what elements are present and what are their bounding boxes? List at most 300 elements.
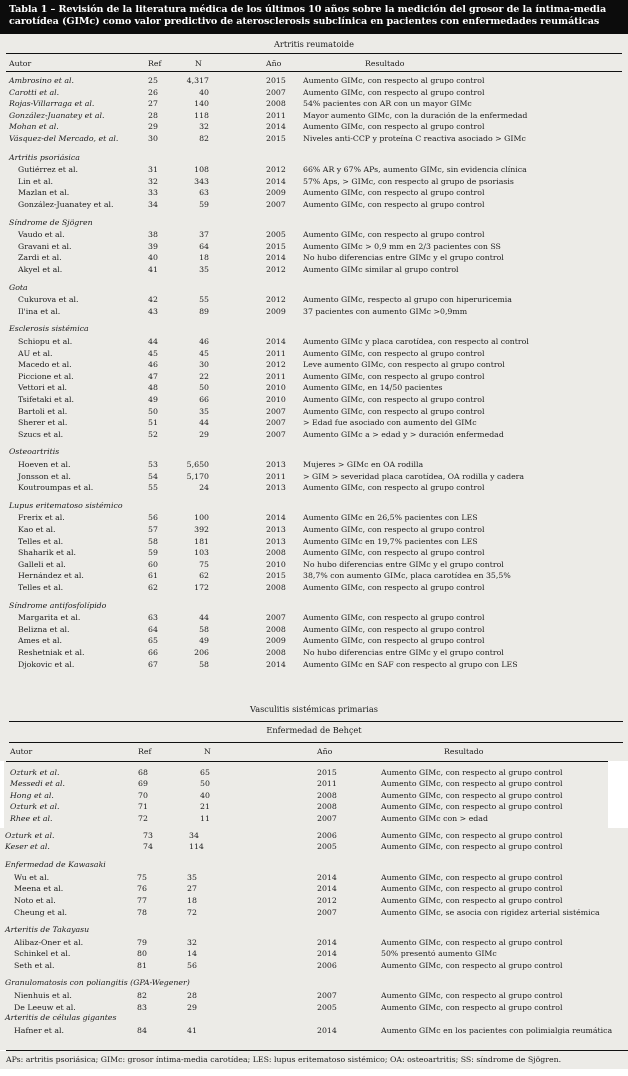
cell-ref: 27 [148,99,158,109]
group-label: Enfermedad de Kawasaki [5,859,106,869]
cell-anio: 2014 [317,949,337,959]
cell-anio: 2013 [266,536,286,546]
cell-resultado: Aumento GIMc, con respecto al grupo control [303,624,485,634]
cell-autor: Macedo et al. [18,360,72,370]
cell-ref: 67 [148,659,158,669]
cell-anio: 2013 [266,460,286,469]
table-row [0,635,628,647]
cell-anio: 2014 [317,884,337,894]
cell-ref: 77 [137,896,147,906]
cell-n: 59 [199,200,209,209]
cell-n: 50 [199,383,209,393]
cell-resultado: Aumento GIMc en 19,7% pacientes con LES [303,536,478,546]
cell-autor: Cukurova et al. [18,295,79,305]
header-anio: Año [266,59,282,68]
cell-autor: Piccione et al. [18,371,74,381]
cell-ref: 45 [148,348,158,358]
cell-ref: 68 [138,768,148,777]
table-rule [6,71,622,72]
cell-autor: Keser et al. [5,842,50,852]
cell-resultado: No hubo diferencias entre GIMc y el grupo control [303,253,504,263]
table-row [0,87,628,99]
group-label: Osteoartritis [9,447,60,457]
cell-autor: Hoeven et al. [18,460,71,469]
cell-resultado: Mujeres > GIMc en OA rodilla [303,460,424,469]
cell-ref: 43 [148,306,158,316]
cell-anio: 2008 [266,624,286,634]
cell-n: 103 [194,548,209,558]
cell-resultado: Aumento GIMc, con respecto al grupo control [303,200,485,209]
cell-resultado: Aumento GIMc, en 14/50 pacientes [303,383,443,393]
table-row [0,872,628,884]
cell-n: 63 [199,188,209,198]
cell-n: 82 [199,134,209,143]
cell-autor: Hernández et al. [18,571,84,581]
cell-ref: 40 [148,253,158,263]
cell-ref: 39 [148,241,158,251]
subsection-title-behcet: Enfermedad de Behçet [266,725,362,735]
cell-anio: 2013 [266,525,286,534]
cell-n: 49 [199,636,209,646]
cell-anio: 2010 [266,383,286,393]
cell-n: 35 [199,406,209,416]
cell-resultado: Aumento GIMc, con respecto al grupo control [381,1002,563,1012]
cell-anio: 2011 [266,471,286,481]
cell-ref: 62 [148,583,158,592]
cell-resultado: Aumento GIMc, con respecto al grupo control [303,613,485,623]
cell-anio: 2014 [317,1026,337,1036]
table-row [0,348,628,360]
table-row [0,306,628,318]
cell-resultado: Aumento GIMc, con respecto al grupo control [381,831,563,840]
cell-ref: 32 [148,176,158,186]
cell-resultado: Aumento GIMc, con respecto al grupo control [303,406,485,416]
cell-anio: 2007 [266,613,286,623]
group-label: Arteritis de Takayasu [5,924,90,934]
cell-anio: 2005 [317,1002,337,1012]
cell-autor: Zardi et al. [18,253,62,263]
cell-ref: 70 [138,790,148,800]
cell-autor: Shaharik et al. [18,548,76,558]
header-n: N [204,747,211,756]
cell-anio: 2008 [317,790,337,800]
cell-autor: Djokovic et al. [18,659,75,669]
cell-n: 65 [200,768,210,777]
cell-resultado: Aumento GIMc, con respecto al grupo control [381,896,563,906]
header-ref: Ref [148,59,162,68]
cell-autor: Koutroumpas et al. [18,483,94,493]
table-row [0,406,628,418]
group-label: Artritis psoriásica [9,152,80,162]
cell-anio: 2007 [317,990,337,1000]
cell-ref: 63 [148,613,158,623]
cell-resultado: Aumento GIMc, con respecto al grupo control [381,990,563,1000]
table-row [0,336,628,348]
cell-n: 64 [199,241,209,251]
cell-ref: 54 [148,471,158,481]
cell-n: 56 [187,961,197,971]
cell-ref: 59 [148,548,158,558]
cell-resultado: 57% Aps, > GIMc, con respecto al grupo de psoriasis [303,176,514,186]
cell-ref: 41 [148,265,158,274]
cell-n: 5,650 [186,460,209,469]
cell-resultado: No hubo diferencias entre GIMc y el grupo control [303,648,504,657]
cell-resultado: Aumento GIMc, con respecto al grupo control [381,802,563,812]
table-row [0,429,628,441]
header-ref: Ref [138,747,152,756]
cell-autor: Reshetniak et al. [18,648,85,657]
cell-autor: Ozturk et al. [10,768,60,777]
cell-ref: 55 [148,483,158,493]
cell-autor: Rhee et al. [10,813,53,823]
table-row [0,394,628,406]
cell-autor: Frerix et al. [18,513,65,523]
cell-n: 4,317 [186,76,209,85]
cell-resultado: Aumento GIMc en SAF con respecto al grupo con LES [303,659,518,669]
cell-anio: 2015 [266,134,286,143]
cell-resultado: Aumento GIMc con > edad [381,813,488,823]
cell-anio: 2007 [266,406,286,416]
cell-anio: 2007 [266,418,286,428]
cell-n: 343 [194,176,209,186]
cell-autor: Margarita et al. [18,613,81,623]
caption-line-2: carotídea (GIMc) como valor predictivo de aterosclerosis subclínica en pacientes con enfermedades reumáticas [9,16,600,27]
cell-anio: 2014 [266,659,286,669]
table-row [0,471,628,483]
cell-ref: 60 [148,559,158,569]
table-row [0,294,628,306]
cell-anio: 2007 [266,200,286,209]
table-rule [6,761,628,762]
cell-resultado: Aumento GIMc, con respecto al grupo control [303,583,485,592]
cell-resultado: Aumento GIMc a > edad y > duración enfermedad [303,429,504,439]
cell-ref: 84 [137,1026,147,1036]
cell-ref: 66 [148,648,158,657]
cell-anio: 2005 [317,842,337,852]
cell-autor: González-Juanatey et al. [9,110,105,120]
table-row [0,830,628,842]
table-row [0,570,628,582]
cell-ref: 57 [148,525,158,534]
cell-resultado: Aumento GIMc, con respecto al grupo control [381,790,563,800]
cell-resultado: Mayor aumento GIMc, con la duración de la enfermedad [303,110,528,120]
cell-resultado: Aumento GIMc en los pacientes con polimialgia reumática [381,1026,613,1036]
cell-ref: 30 [148,134,158,143]
table-rule [9,742,623,743]
table-row [0,121,628,133]
cell-autor: Seth et al. [14,961,55,971]
cell-resultado: 50% presentó aumento GIMc [381,949,497,959]
cell-anio: 2008 [266,648,286,657]
cell-autor: Telles et al. [18,583,64,592]
cell-autor: Bartoli et al. [18,406,68,416]
cell-autor: De Leeuw et al. [14,1002,76,1012]
table-row [0,813,628,825]
cell-ref: 44 [148,337,158,346]
cell-anio: 2014 [317,937,337,947]
cell-resultado: Aumento GIMc en 26,5% pacientes con LES [303,513,478,523]
cell-autor: Nienhuis et al. [14,990,72,1000]
cell-anio: 2008 [266,548,286,558]
cell-resultado: Aumento GIMc, con respecto al grupo control [381,937,563,947]
cell-n: 118 [194,110,209,120]
cell-anio: 2006 [317,961,337,971]
table-row [0,960,628,972]
cell-n: 66 [199,395,209,404]
cell-anio: 2012 [266,360,286,370]
cell-n: 5,170 [186,471,209,481]
table-row [0,382,628,394]
cell-resultado: Aumento GIMc similar al grupo control [303,265,459,274]
table-row [0,482,628,494]
cell-autor: Ozturk et al. [5,831,55,840]
cell-ref: 51 [148,418,158,428]
cell-ref: 34 [148,200,158,209]
cell-autor: Cheung et al. [14,908,67,917]
cell-anio: 2005 [266,230,286,240]
cell-autor: Wu et al. [14,872,50,882]
table-row [0,841,628,853]
table-row [0,264,628,276]
cell-ref: 80 [137,949,147,959]
table-row [0,790,628,802]
cell-n: 32 [187,937,197,947]
cell-resultado: Aumento GIMc, respecto al grupo con hiperuricemia [303,295,512,305]
table-row [0,801,628,813]
group-label: Gota [9,282,28,292]
cell-anio: 2014 [317,872,337,882]
cell-ref: 53 [148,460,158,469]
cell-ref: 78 [137,908,147,917]
cell-ref: 56 [148,513,158,523]
cell-anio: 2007 [266,429,286,439]
cell-autor: Alibaz-Oner et al. [14,937,84,947]
cell-ref: 38 [148,230,158,240]
cell-n: 75 [199,559,209,569]
cell-autor: Ozturk et al. [10,802,60,812]
cell-n: 58 [199,659,209,669]
cell-ref: 79 [137,937,147,947]
cell-anio: 2014 [266,122,286,132]
cell-n: 14 [187,949,197,959]
cell-anio: 2008 [266,583,286,592]
cell-n: 24 [199,483,209,493]
group-label: Lupus eritematoso sistémico [9,500,123,510]
cell-anio: 2011 [266,348,286,358]
cell-resultado: Aumento GIMc, con respecto al grupo control [381,872,563,882]
cell-anio: 2007 [317,908,337,917]
cell-resultado: Aumento GIMc, con respecto al grupo control [303,122,485,132]
cell-n: 181 [194,536,209,546]
cell-n: 55 [199,295,209,305]
cell-autor: Akyel et al. [18,265,63,274]
cell-n: 50 [200,779,210,789]
cell-n: 27 [187,884,197,894]
cell-anio: 2009 [266,188,286,198]
cell-ref: 71 [138,802,148,812]
section-title-vasculitis: Vasculitis sistémicas primarias [250,704,378,714]
table-row [0,371,628,383]
header-anio: Año [317,747,333,756]
cell-n: 114 [189,842,204,852]
cell-anio: 2014 [266,176,286,186]
table-row [0,647,628,659]
cell-autor: Vásquez-del Mercado, et al. [9,134,119,143]
cell-autor: Ames et al. [18,636,62,646]
cell-anio: 2011 [266,371,286,381]
group-label: Esclerosis sistémica [9,324,89,334]
cell-resultado: Aumento GIMc, con respecto al grupo control [303,525,485,534]
cell-anio: 2007 [317,813,337,823]
cell-n: 44 [199,418,209,428]
cell-autor: Sherer et al. [18,418,68,428]
cell-anio: 2008 [266,99,286,109]
section-title-artritis-reumatoide: Artritis reumatoide [274,39,354,49]
cell-autor: Szucs et al. [18,429,64,439]
table-row [0,937,628,949]
table-row [0,559,628,571]
cell-n: 29 [199,429,209,439]
cell-ref: 65 [148,636,158,646]
cell-autor: AU et al. [18,348,53,358]
cell-resultado: Niveles anti-CCP y proteína C reactiva asociado > GIMc [303,134,526,143]
column-header-row [0,746,628,758]
cell-ref: 25 [148,76,158,85]
group-label: Síndrome de Sjögren [9,217,93,227]
cell-resultado: Aumento GIMc, con respecto al grupo control [381,961,563,971]
table-row [0,524,628,536]
cell-anio: 2015 [317,768,337,777]
cell-anio: 2011 [317,779,337,789]
cell-anio: 2012 [266,295,286,305]
cell-autor: Mohan et al. [9,122,59,132]
group-label: Síndrome antifosfolípido [9,600,107,610]
group-label: Granulomatosis con poliangitis (GPA-Wegener) [5,978,190,987]
cell-ref: 72 [138,813,148,823]
cell-autor: González-Juanatey et al. [18,200,114,209]
cell-anio: 2007 [266,87,286,97]
cell-ref: 29 [148,122,158,132]
cell-n: 18 [199,253,209,263]
cell-autor: Telles et al. [18,536,64,546]
cell-autor: Vettori et al. [18,383,68,393]
footnote: APs: artritis psoriásica; GIMc: grosor íntima-media carotídea; LES: lupus eritematoso sistémico; OA: osteoartritis; SS: síndrome de Sjögren. [0,1051,628,1069]
cell-ref: 46 [148,360,158,370]
cell-autor: Meena et al. [14,884,64,894]
cell-resultado: Aumento GIMc, con respecto al grupo control [303,548,485,558]
cell-ref: 81 [137,961,147,971]
cell-anio: 2012 [266,165,286,175]
table-row [0,133,628,145]
table-row [0,359,628,371]
cell-ref: 33 [148,188,158,198]
cell-anio: 2012 [317,896,337,906]
cell-autor: Rojas-Villarraga et al. [9,99,95,109]
cell-resultado: 37 pacientes con aumento GIMc >0,9mm [303,306,468,316]
cell-n: 62 [199,571,209,581]
table-row [0,459,628,471]
cell-resultado: Aumento GIMc, con respecto al grupo control [303,636,485,646]
cell-resultado: Aumento GIMc y placa carotídea, con respecto al control [303,337,529,346]
cell-resultado: No hubo diferencias entre GIMc y el grupo control [303,559,504,569]
cell-n: 172 [194,583,209,592]
cell-n: 44 [199,613,209,623]
cell-autor: Il'ina et al. [18,306,61,316]
cell-anio: 2014 [266,253,286,263]
cell-autor: Schiopu et al. [18,337,73,346]
cell-autor: Hong et al. [10,790,54,800]
table-row [0,75,628,87]
cell-ref: 50 [148,406,158,416]
cell-ref: 52 [148,429,158,439]
cell-n: 206 [194,648,209,657]
header-resultado: Resultado [365,59,405,68]
cell-n: 32 [199,122,209,132]
cell-resultado: Aumento GIMc, con respecto al grupo control [303,395,485,404]
cell-ref: 48 [148,383,158,393]
cell-anio: 2015 [266,241,286,251]
cell-resultado: Aumento GIMc > 0,9 mm en 2/3 pacientes con SS [303,241,501,251]
cell-autor: Belizna et al. [18,624,70,634]
cell-resultado: Aumento GIMc, se asocia con rigidez arterial sistémica [381,908,600,917]
table-row [0,512,628,524]
cell-n: 34 [189,831,199,840]
cell-autor: Mazlan et al. [18,188,70,198]
cell-autor: Galleli et al. [18,559,66,569]
table-row [0,164,628,176]
cell-ref: 73 [143,831,153,840]
header-n: N [195,59,202,68]
cell-ref: 61 [148,571,158,581]
table-row [0,252,628,264]
cell-autor: Carotti et al. [9,87,60,97]
cell-n: 37 [199,230,209,240]
cell-resultado: Aumento GIMc, con respecto al grupo control [303,371,485,381]
cell-n: 89 [199,306,209,316]
cell-ref: 82 [137,990,147,1000]
cell-resultado: Aumento GIMc, con respecto al grupo control [381,884,563,894]
cell-ref: 26 [148,87,158,97]
cell-n: 40 [200,790,210,800]
cell-resultado: Aumento GIMc, con respecto al grupo control [303,483,485,493]
cell-anio: 2012 [266,265,286,274]
cell-ref: 49 [148,395,158,404]
cell-n: 29 [187,1002,197,1012]
table-row [0,98,628,110]
cell-anio: 2009 [266,306,286,316]
table-caption [0,0,628,34]
table-row [0,1002,628,1014]
cell-ref: 58 [148,536,158,546]
table-rule [6,53,622,54]
cell-resultado: Aumento GIMc, con respecto al grupo control [381,768,563,777]
table-row [0,199,628,211]
cell-ref: 75 [137,872,147,882]
table-row [0,536,628,548]
cell-resultado: 54% pacientes con AR con un mayor GIMc [303,99,472,109]
cell-n: 40 [199,87,209,97]
cell-anio: 2013 [266,483,286,493]
table-row [0,883,628,895]
cell-n: 100 [194,513,209,523]
group-label: Arteritis de células gigantes [5,1013,117,1023]
cell-autor: Jonsson et al. [18,471,71,481]
cell-resultado: Aumento GIMc, con respecto al grupo control [303,230,485,240]
cell-ref: 28 [148,110,158,120]
cell-resultado: > Edad fue asociado con aumento del GIMc [303,418,477,428]
cell-ref: 69 [138,779,148,789]
cell-ref: 64 [148,624,158,634]
